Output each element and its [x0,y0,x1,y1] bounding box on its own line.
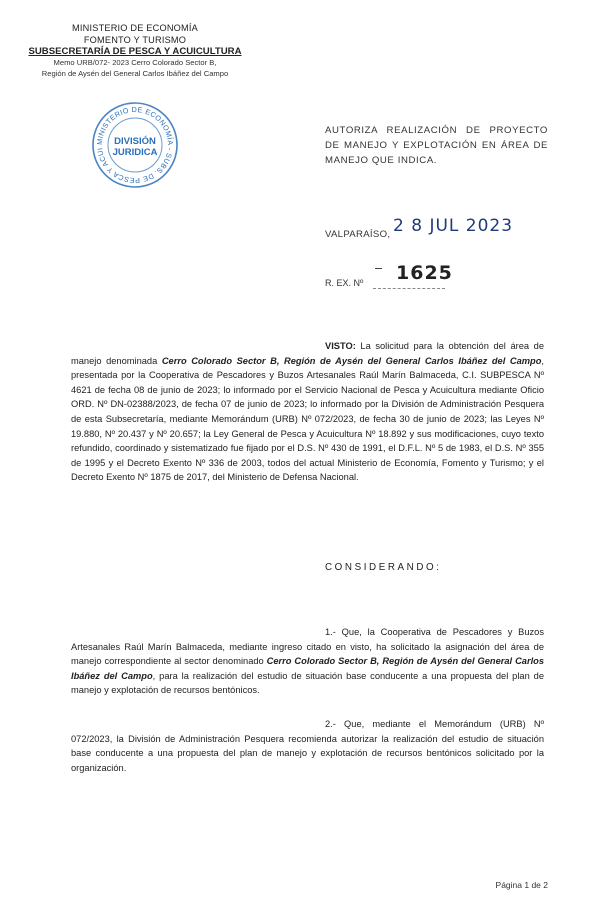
considerando-2-text: 2.- Que, mediante el Memorándum (URB) Nº 072/2023, la División de Administración Pesquera recomienda autorizar la realización del estudio de situación base conducente a una propuesta del plan de manejo y explotación de recursos bentónicos solicitado por la organización. [71,719,544,773]
rex-number: 1625 [396,262,453,284]
considerando-1-paragraph [71,625,544,698]
place-and-date [325,216,514,242]
considerando-2-paragraph [71,717,544,775]
rex-label: R. EX. Nº [325,278,364,288]
considerando-1-text-1: 1.- Que, la Cooperativa de Pescadores y Buzos Artesanales Raúl Marín Balmaceda, mediante ingreso citado en visto, ha solicitado la asignación del área de manejo correspondiente al sector denominado [71,627,544,667]
visto-text-1: La solicitud para la obtención del área de manejo denominada [71,341,544,366]
stamp-center-line-2: JURIDICA [112,147,158,158]
rex-underline [373,288,445,289]
memo-reference-line-1: Memo URB/072- 2023 Cerro Colorado Sector B, [53,58,217,67]
visto-text-2: , presentada por la Cooperativa de Pescadores y Buzos Artesanales Raúl Marín Balmaceda, C.I. SUBPESCA Nº 4621 de fecha 08 de junio de 2023; lo informado por el Servicio Nacional de Pesca y Acuicultura mediante Oficio ORD. Nº DN-02388/2023, de fecha 07 de junio de 2023; lo informado por la División de Administración Pesquera de esta Subsecretaría, mediante Memorándum (URB) Nº 072/2023, de fecha 30 de junio de 2023; las Leyes Nº 19.880, Nº 20.437 y Nº 20.657; la Ley General de Pesca y Acuicultura Nº 18.892 y sus modificaciones, cuyo texto refundido, coordinado y sistematizado fue fijado por el D.S. Nº 430 de 1991, el D.F.L. Nº 5 de 1983, el D.S. Nº 355 de 1995 y el Decreto Exento Nº 336 de 2003, todos del actual Ministerio de Economía, Fomento y Turismo; y el Decreto Exento Nº 1875 de 2017, del Ministerio de Defensa Nacional. [71,355,544,483]
ministry-line-2: FOMENTO Y TURISMO [83,35,187,45]
resolution-subject: AUTORIZA REALIZACIÓN DE PROYECTO DE MANEJO Y EXPLOTACIÓN EN ÁREA DE MANEJO QUE INDICA. [325,125,548,166]
rex-dash [375,268,382,269]
place-label: VALPARAÍSO, [325,229,391,240]
resolution-number [325,262,453,288]
visto-area-name: Cerro Colorado Sector B, Región de Aysén del General Carlos Ibáñez del Campo [161,355,542,366]
considerando-1-text-2: , para la realización del estudio de situación base conducente a una propuesta del plan de manejo y explotación de recursos bentónicos. [71,670,544,696]
visto-heading: VISTO: [325,341,356,351]
division-juridica-stamp [91,101,179,189]
stamp-center-line-1: DIVISIÓN [114,136,156,147]
stamp-ring-text: MINISTERIO DE ECONOMÍA - SUBS. DE PESCA Y ACUI [94,104,176,186]
ministry-line-1: MINISTERIO DE ECONOMÍA [72,23,198,33]
considerando-1-area-name: Cerro Colorado Sector B, Región de Aysén del General Carlos Ibáñez del Campo [71,656,544,681]
visto-paragraph [71,339,544,485]
stamp-seal-icon [91,101,179,189]
considerando-heading: CONSIDERANDO: [325,562,442,573]
subsecretaria-name: SUBSECRETARÍA DE PESCA Y ACUICULTURA [28,46,242,57]
memo-reference-line-2: Región de Aysén del General Carlos Ibáñez del Campo [41,68,229,78]
date-stamp: 2 8 JUL 2023 [393,216,514,236]
ministry-header [20,22,250,79]
page-number: Página 1 de 2 [495,880,548,890]
